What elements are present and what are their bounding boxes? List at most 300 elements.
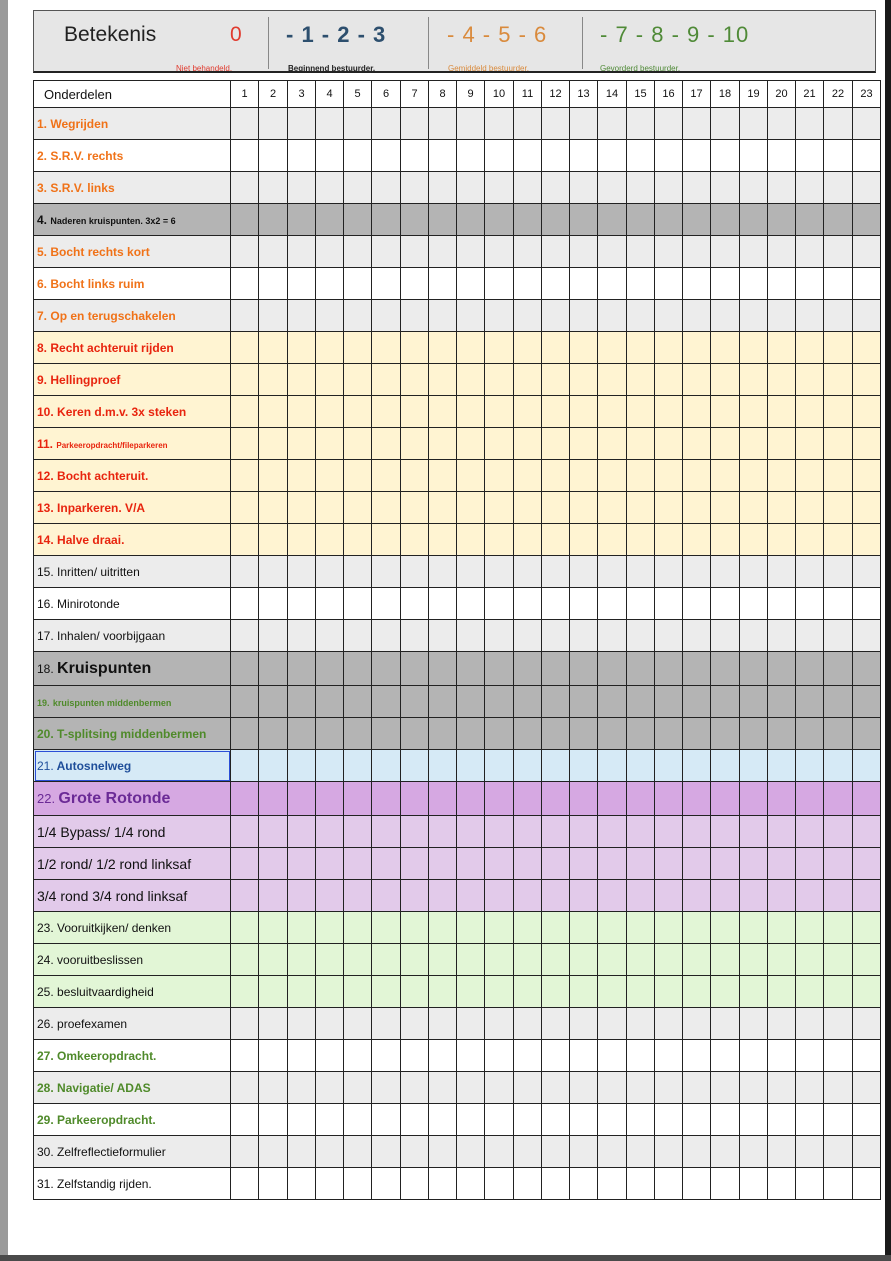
- score-cell[interactable]: [542, 268, 570, 300]
- score-cell[interactable]: [627, 204, 655, 236]
- score-cell[interactable]: [429, 880, 457, 912]
- score-cell[interactable]: [711, 204, 740, 236]
- score-cell[interactable]: [627, 556, 655, 588]
- score-cell[interactable]: [429, 1072, 457, 1104]
- score-cell[interactable]: [570, 204, 598, 236]
- score-cell[interactable]: [457, 332, 485, 364]
- score-cell[interactable]: [570, 976, 598, 1008]
- score-cell[interactable]: [853, 686, 881, 718]
- score-cell[interactable]: [711, 524, 740, 556]
- score-cell[interactable]: [457, 912, 485, 944]
- score-cell[interactable]: [259, 1104, 288, 1136]
- score-cell[interactable]: [344, 172, 372, 204]
- score-cell[interactable]: [711, 880, 740, 912]
- score-cell[interactable]: [542, 556, 570, 588]
- score-cell[interactable]: [655, 428, 683, 460]
- score-cell[interactable]: [231, 588, 259, 620]
- score-cell[interactable]: [344, 1104, 372, 1136]
- score-cell[interactable]: [740, 492, 768, 524]
- score-cell[interactable]: [853, 236, 881, 268]
- score-cell[interactable]: [344, 686, 372, 718]
- score-cell[interactable]: [740, 556, 768, 588]
- score-cell[interactable]: [598, 912, 627, 944]
- score-cell[interactable]: [655, 718, 683, 750]
- score-cell[interactable]: [627, 912, 655, 944]
- score-cell[interactable]: [655, 1008, 683, 1040]
- score-cell[interactable]: [598, 460, 627, 492]
- score-cell[interactable]: [485, 620, 514, 652]
- score-cell[interactable]: [570, 492, 598, 524]
- score-cell[interactable]: [259, 1168, 288, 1200]
- score-cell[interactable]: [542, 460, 570, 492]
- score-cell[interactable]: [372, 1136, 401, 1168]
- score-cell[interactable]: [853, 396, 881, 428]
- score-cell[interactable]: [457, 108, 485, 140]
- score-cell[interactable]: [853, 750, 881, 782]
- score-cell[interactable]: [683, 588, 711, 620]
- score-cell[interactable]: [429, 652, 457, 686]
- score-cell[interactable]: [740, 460, 768, 492]
- score-cell[interactable]: [824, 620, 853, 652]
- score-cell[interactable]: [316, 364, 344, 396]
- score-cell[interactable]: [570, 172, 598, 204]
- score-cell[interactable]: [514, 1104, 542, 1136]
- score-cell[interactable]: [231, 718, 259, 750]
- score-cell[interactable]: [401, 912, 429, 944]
- score-cell[interactable]: [316, 912, 344, 944]
- score-cell[interactable]: [485, 140, 514, 172]
- score-cell[interactable]: [655, 460, 683, 492]
- score-cell[interactable]: [259, 912, 288, 944]
- score-cell[interactable]: [796, 524, 824, 556]
- score-cell[interactable]: [598, 428, 627, 460]
- score-cell[interactable]: [429, 556, 457, 588]
- score-cell[interactable]: [853, 172, 881, 204]
- score-cell[interactable]: [853, 1072, 881, 1104]
- score-cell[interactable]: [542, 652, 570, 686]
- score-cell[interactable]: [711, 1104, 740, 1136]
- score-cell[interactable]: [768, 524, 796, 556]
- score-cell[interactable]: [344, 718, 372, 750]
- score-cell[interactable]: [853, 268, 881, 300]
- score-cell[interactable]: [570, 944, 598, 976]
- score-cell[interactable]: [768, 300, 796, 332]
- score-cell[interactable]: [401, 816, 429, 848]
- score-cell[interactable]: [372, 848, 401, 880]
- score-cell[interactable]: [683, 1008, 711, 1040]
- score-cell[interactable]: [655, 848, 683, 880]
- score-cell[interactable]: [514, 880, 542, 912]
- score-cell[interactable]: [259, 620, 288, 652]
- score-cell[interactable]: [853, 108, 881, 140]
- score-cell[interactable]: [514, 236, 542, 268]
- score-cell[interactable]: [796, 1136, 824, 1168]
- score-cell[interactable]: [288, 686, 316, 718]
- score-cell[interactable]: [344, 460, 372, 492]
- score-cell[interactable]: [598, 1104, 627, 1136]
- score-cell[interactable]: [853, 332, 881, 364]
- score-cell[interactable]: [627, 944, 655, 976]
- score-cell[interactable]: [401, 588, 429, 620]
- score-cell[interactable]: [627, 1040, 655, 1072]
- score-cell[interactable]: [768, 364, 796, 396]
- score-cell[interactable]: [598, 1136, 627, 1168]
- score-cell[interactable]: [316, 268, 344, 300]
- score-cell[interactable]: [683, 364, 711, 396]
- score-cell[interactable]: [570, 460, 598, 492]
- score-cell[interactable]: [796, 912, 824, 944]
- score-cell[interactable]: [259, 944, 288, 976]
- score-cell[interactable]: [796, 364, 824, 396]
- score-cell[interactable]: [768, 428, 796, 460]
- score-cell[interactable]: [401, 140, 429, 172]
- score-cell[interactable]: [796, 300, 824, 332]
- score-cell[interactable]: [429, 912, 457, 944]
- score-cell[interactable]: [231, 1104, 259, 1136]
- score-cell[interactable]: [655, 1072, 683, 1104]
- score-cell[interactable]: [259, 204, 288, 236]
- score-cell[interactable]: [598, 524, 627, 556]
- score-cell[interactable]: [824, 718, 853, 750]
- score-cell[interactable]: [683, 976, 711, 1008]
- score-cell[interactable]: [570, 1008, 598, 1040]
- score-cell[interactable]: [485, 236, 514, 268]
- score-cell[interactable]: [231, 204, 259, 236]
- score-cell[interactable]: [740, 652, 768, 686]
- score-cell[interactable]: [740, 944, 768, 976]
- score-cell[interactable]: [259, 816, 288, 848]
- score-cell[interactable]: [627, 652, 655, 686]
- score-cell[interactable]: [231, 236, 259, 268]
- score-cell[interactable]: [683, 460, 711, 492]
- score-cell[interactable]: [740, 268, 768, 300]
- score-cell[interactable]: [627, 976, 655, 1008]
- score-cell[interactable]: [598, 652, 627, 686]
- score-cell[interactable]: [824, 524, 853, 556]
- score-cell[interactable]: [344, 976, 372, 1008]
- score-cell[interactable]: [627, 816, 655, 848]
- score-cell[interactable]: [570, 364, 598, 396]
- score-cell[interactable]: [796, 396, 824, 428]
- score-cell[interactable]: [514, 686, 542, 718]
- score-cell[interactable]: [740, 1168, 768, 1200]
- score-cell[interactable]: [853, 204, 881, 236]
- score-cell[interactable]: [429, 620, 457, 652]
- score-cell[interactable]: [231, 1136, 259, 1168]
- score-cell[interactable]: [259, 396, 288, 428]
- score-cell[interactable]: [542, 492, 570, 524]
- score-cell[interactable]: [570, 332, 598, 364]
- score-cell[interactable]: [457, 1072, 485, 1104]
- score-cell[interactable]: [796, 944, 824, 976]
- score-cell[interactable]: [853, 976, 881, 1008]
- score-cell[interactable]: [231, 332, 259, 364]
- score-cell[interactable]: [627, 1072, 655, 1104]
- score-cell[interactable]: [740, 524, 768, 556]
- score-cell[interactable]: [514, 912, 542, 944]
- score-cell[interactable]: [740, 1104, 768, 1136]
- score-cell[interactable]: [429, 1136, 457, 1168]
- score-cell[interactable]: [485, 1104, 514, 1136]
- score-cell[interactable]: [231, 396, 259, 428]
- score-cell[interactable]: [259, 976, 288, 1008]
- score-cell[interactable]: [288, 172, 316, 204]
- score-cell[interactable]: [598, 1008, 627, 1040]
- score-cell[interactable]: [485, 912, 514, 944]
- score-cell[interactable]: [344, 912, 372, 944]
- score-cell[interactable]: [372, 718, 401, 750]
- score-cell[interactable]: [429, 1168, 457, 1200]
- score-cell[interactable]: [316, 1136, 344, 1168]
- score-cell[interactable]: [372, 236, 401, 268]
- score-cell[interactable]: [655, 1168, 683, 1200]
- score-cell[interactable]: [344, 816, 372, 848]
- score-cell[interactable]: [627, 108, 655, 140]
- score-cell[interactable]: [372, 204, 401, 236]
- score-cell[interactable]: [457, 750, 485, 782]
- score-cell[interactable]: [740, 236, 768, 268]
- score-cell[interactable]: [288, 268, 316, 300]
- score-cell[interactable]: [824, 588, 853, 620]
- score-cell[interactable]: [316, 1040, 344, 1072]
- score-cell[interactable]: [655, 524, 683, 556]
- score-cell[interactable]: [288, 396, 316, 428]
- score-cell[interactable]: [288, 428, 316, 460]
- score-cell[interactable]: [401, 460, 429, 492]
- score-cell[interactable]: [429, 460, 457, 492]
- score-cell[interactable]: [429, 782, 457, 816]
- score-cell[interactable]: [570, 556, 598, 588]
- score-cell[interactable]: [570, 816, 598, 848]
- score-cell[interactable]: [853, 556, 881, 588]
- score-cell[interactable]: [457, 718, 485, 750]
- score-cell[interactable]: [259, 686, 288, 718]
- score-cell[interactable]: [768, 848, 796, 880]
- score-cell[interactable]: [231, 1072, 259, 1104]
- score-cell[interactable]: [231, 944, 259, 976]
- score-cell[interactable]: [542, 1104, 570, 1136]
- score-cell[interactable]: [570, 236, 598, 268]
- score-cell[interactable]: [401, 718, 429, 750]
- score-cell[interactable]: [740, 620, 768, 652]
- score-cell[interactable]: [542, 1008, 570, 1040]
- score-cell[interactable]: [259, 492, 288, 524]
- score-cell[interactable]: [485, 364, 514, 396]
- score-cell[interactable]: [627, 1136, 655, 1168]
- score-cell[interactable]: [796, 140, 824, 172]
- score-cell[interactable]: [768, 1104, 796, 1136]
- score-cell[interactable]: [372, 1008, 401, 1040]
- score-cell[interactable]: [627, 880, 655, 912]
- score-cell[interactable]: [598, 816, 627, 848]
- score-cell[interactable]: [288, 652, 316, 686]
- score-cell[interactable]: [288, 364, 316, 396]
- score-cell[interactable]: [457, 652, 485, 686]
- score-cell[interactable]: [598, 718, 627, 750]
- score-cell[interactable]: [372, 912, 401, 944]
- score-cell[interactable]: [796, 1104, 824, 1136]
- score-cell[interactable]: [796, 816, 824, 848]
- score-cell[interactable]: [570, 268, 598, 300]
- score-cell[interactable]: [401, 492, 429, 524]
- score-cell[interactable]: [768, 492, 796, 524]
- score-cell[interactable]: [372, 492, 401, 524]
- score-cell[interactable]: [711, 718, 740, 750]
- score-cell[interactable]: [740, 848, 768, 880]
- score-cell[interactable]: [457, 172, 485, 204]
- score-cell[interactable]: [853, 1136, 881, 1168]
- score-cell[interactable]: [514, 524, 542, 556]
- score-cell[interactable]: [853, 588, 881, 620]
- score-cell[interactable]: [740, 1136, 768, 1168]
- score-cell[interactable]: [485, 1168, 514, 1200]
- score-cell[interactable]: [768, 588, 796, 620]
- score-cell[interactable]: [627, 332, 655, 364]
- score-cell[interactable]: [316, 172, 344, 204]
- score-cell[interactable]: [372, 652, 401, 686]
- score-cell[interactable]: [711, 782, 740, 816]
- score-cell[interactable]: [570, 1104, 598, 1136]
- score-cell[interactable]: [542, 750, 570, 782]
- score-cell[interactable]: [344, 204, 372, 236]
- score-cell[interactable]: [824, 556, 853, 588]
- score-cell[interactable]: [768, 268, 796, 300]
- score-cell[interactable]: [344, 1040, 372, 1072]
- score-cell[interactable]: [711, 588, 740, 620]
- score-cell[interactable]: [259, 1072, 288, 1104]
- score-cell[interactable]: [259, 140, 288, 172]
- score-cell[interactable]: [627, 1168, 655, 1200]
- score-cell[interactable]: [344, 556, 372, 588]
- score-cell[interactable]: [457, 236, 485, 268]
- score-cell[interactable]: [542, 1168, 570, 1200]
- score-cell[interactable]: [768, 880, 796, 912]
- score-cell[interactable]: [598, 364, 627, 396]
- score-cell[interactable]: [344, 492, 372, 524]
- score-cell[interactable]: [344, 782, 372, 816]
- score-cell[interactable]: [655, 556, 683, 588]
- score-cell[interactable]: [344, 108, 372, 140]
- score-cell[interactable]: [344, 1136, 372, 1168]
- score-cell[interactable]: [683, 848, 711, 880]
- score-cell[interactable]: [231, 1040, 259, 1072]
- score-cell[interactable]: [824, 236, 853, 268]
- score-cell[interactable]: [655, 750, 683, 782]
- score-cell[interactable]: [259, 588, 288, 620]
- score-cell[interactable]: [683, 880, 711, 912]
- score-cell[interactable]: [401, 1040, 429, 1072]
- score-cell[interactable]: [853, 944, 881, 976]
- score-cell[interactable]: [824, 816, 853, 848]
- score-cell[interactable]: [288, 140, 316, 172]
- score-cell[interactable]: [740, 172, 768, 204]
- score-cell[interactable]: [514, 172, 542, 204]
- score-cell[interactable]: [711, 750, 740, 782]
- score-cell[interactable]: [768, 236, 796, 268]
- score-cell[interactable]: [711, 364, 740, 396]
- score-cell[interactable]: [401, 108, 429, 140]
- score-cell[interactable]: [259, 1136, 288, 1168]
- score-cell[interactable]: [231, 364, 259, 396]
- score-cell[interactable]: [824, 944, 853, 976]
- score-cell[interactable]: [259, 556, 288, 588]
- score-cell[interactable]: [372, 300, 401, 332]
- score-cell[interactable]: [683, 686, 711, 718]
- score-cell[interactable]: [655, 108, 683, 140]
- score-cell[interactable]: [542, 332, 570, 364]
- score-cell[interactable]: [824, 1104, 853, 1136]
- score-cell[interactable]: [514, 300, 542, 332]
- score-cell[interactable]: [514, 140, 542, 172]
- score-cell[interactable]: [429, 1040, 457, 1072]
- score-cell[interactable]: [768, 204, 796, 236]
- score-cell[interactable]: [401, 236, 429, 268]
- score-cell[interactable]: [288, 1040, 316, 1072]
- score-cell[interactable]: [344, 1008, 372, 1040]
- score-cell[interactable]: [344, 750, 372, 782]
- score-cell[interactable]: [514, 492, 542, 524]
- score-cell[interactable]: [796, 556, 824, 588]
- score-cell[interactable]: [570, 718, 598, 750]
- score-cell[interactable]: [711, 620, 740, 652]
- score-cell[interactable]: [542, 588, 570, 620]
- score-cell[interactable]: [683, 782, 711, 816]
- score-cell[interactable]: [457, 1136, 485, 1168]
- score-cell[interactable]: [401, 556, 429, 588]
- score-cell[interactable]: [768, 396, 796, 428]
- score-cell[interactable]: [514, 750, 542, 782]
- score-cell[interactable]: [853, 524, 881, 556]
- score-cell[interactable]: [231, 848, 259, 880]
- score-cell[interactable]: [231, 750, 259, 782]
- score-cell[interactable]: [570, 782, 598, 816]
- score-cell[interactable]: [259, 848, 288, 880]
- score-cell[interactable]: [683, 108, 711, 140]
- score-cell[interactable]: [231, 460, 259, 492]
- score-cell[interactable]: [401, 686, 429, 718]
- score-cell[interactable]: [824, 912, 853, 944]
- score-cell[interactable]: [711, 268, 740, 300]
- score-cell[interactable]: [824, 652, 853, 686]
- score-cell[interactable]: [796, 1040, 824, 1072]
- score-cell[interactable]: [231, 620, 259, 652]
- score-cell[interactable]: [824, 428, 853, 460]
- score-cell[interactable]: [824, 364, 853, 396]
- score-cell[interactable]: [429, 300, 457, 332]
- score-cell[interactable]: [598, 268, 627, 300]
- score-cell[interactable]: [316, 556, 344, 588]
- score-cell[interactable]: [316, 236, 344, 268]
- score-cell[interactable]: [457, 524, 485, 556]
- score-cell[interactable]: [570, 396, 598, 428]
- score-cell[interactable]: [316, 140, 344, 172]
- score-cell[interactable]: [740, 204, 768, 236]
- score-cell[interactable]: [824, 1072, 853, 1104]
- score-cell[interactable]: [372, 172, 401, 204]
- score-cell[interactable]: [457, 140, 485, 172]
- score-cell[interactable]: [711, 1040, 740, 1072]
- score-cell[interactable]: [711, 556, 740, 588]
- score-cell[interactable]: [231, 268, 259, 300]
- score-cell[interactable]: [316, 588, 344, 620]
- score-cell[interactable]: [711, 332, 740, 364]
- score-cell[interactable]: [401, 1168, 429, 1200]
- score-cell[interactable]: [344, 1072, 372, 1104]
- score-cell[interactable]: [288, 912, 316, 944]
- score-cell[interactable]: [598, 686, 627, 718]
- score-cell[interactable]: [429, 686, 457, 718]
- score-cell[interactable]: [485, 848, 514, 880]
